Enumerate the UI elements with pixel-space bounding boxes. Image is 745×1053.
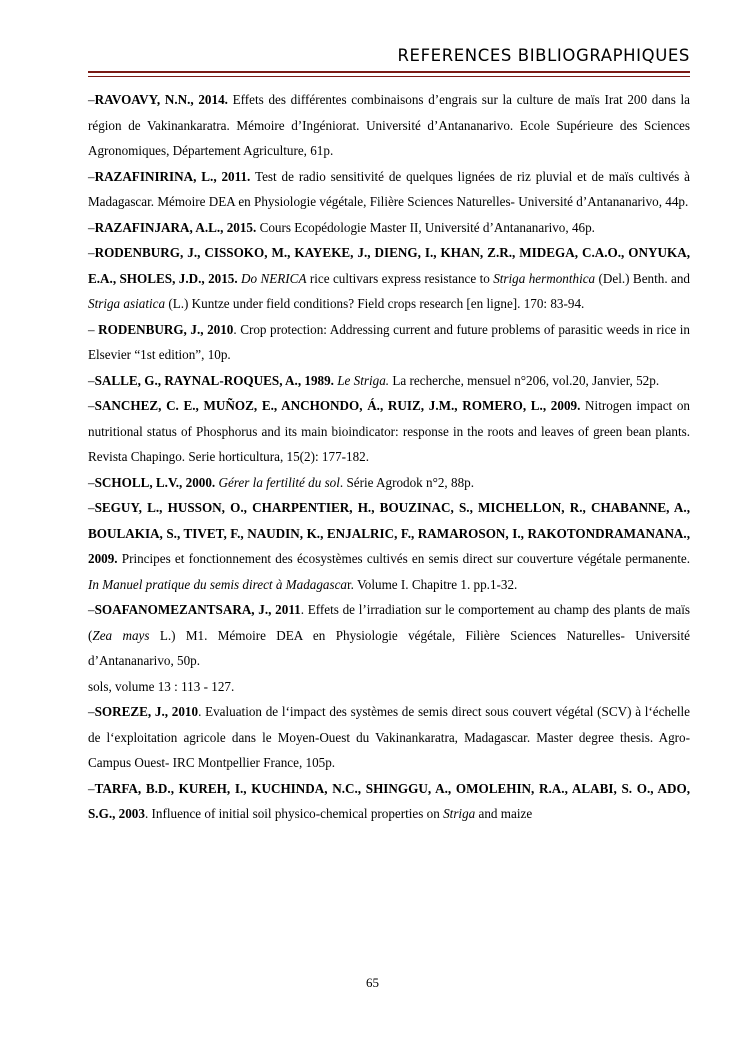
reference-rodenburg-2010: – RODENBURG, J., 2010. Crop protection: Addressing current and future problems of parasitic weeds in rice in Elsevier “1st edition”, 10p. [88,321,690,362]
page-header: REFERENCES BIBLIOGRAPHIQUES [397,46,690,65]
header-rule-thick [88,71,690,73]
reference-ravoavy: –RAVOAVY, N.N., 2014. Effets des différentes combinaisons d’engrais sur la culture de maïs Irat 200 dans la région de Vakinankaratra. Mémoire d’Ingéniorat. Université d’Antananarivo. Ecole Supérieure des Sciences Agronomiques, Département Agriculture, 61p. [88,92,691,158]
reference-salle: –SALLE, G., RAYNAL-ROQUES, A., 1989. Le Striga. La recherche, mensuel n°206, vol.20, Janvier, 52p. [88,372,660,388]
reference-razafinirina: –RAZAFINIRINA, L., 2011. Test de radio sensitivité de quelques lignées de riz pluvial et de maïs cultivés à Madagascar. Mémoire DEA en Physiologie végétale, Filière Sciences Naturelles- Université d’Antananarivo, 44p. [88,168,690,209]
reference-tarfa: –TARFA, B.D., KUREH, I., KUCHINDA, N.C., SHINGGU, A., OMOLEHIN, R.A., ALABI, S. O., ADO, S.G., 2003. Influence of initial soil physico-chemical properties on Striga and maize [88,780,690,821]
page-number: 65 [366,975,379,990]
reference-rodenburg-2015: –RODENBURG, J., CISSOKO, M., KAYEKE, J., DIENG, I., KHAN, Z.R., MIDEGA, C.A.O., ONYUKA, E.A., SHOLES, J.D., 2015. Do NERICA rice cultivars express resistance to Striga hermonthica (Del.) Benth. and Striga asiatica (L.) Kuntze under field conditions? Field crops research [en ligne]. 170: 83-94. [88,245,690,311]
stray-text-line: sols, volume 13 : 113 - 127. [88,678,235,694]
reference-soreze: –SOREZE, J., 2010. Evaluation de l‘impact des systèmes de semis direct sous couvert végétal (SCV) à l‘échelle de l‘exploitation agricole dans le Moyen-Ouest du Vakinankaratra, Madagascar. Master degree thesis. Agro-Campus Ouest- IRC Montpellier France, 105p. [88,704,690,770]
reference-razafinjara: –RAZAFINJARA, A.L., 2015. Cours Ecopédologie Master II, Université d’Antananarivo, 46p. [88,219,595,235]
reference-seguy: –SEGUY, L., HUSSON, O., CHARPENTIER, H., BOUZINAC, S., MICHELLON, R., CHABANNE, A., BOULAKIA, S., TIVET, F., NAUDIN, K., ENJALRIC, F., RAMAROSON, I., RAKOTONDRAMANANA., 2009. Principes et fonctionnement des écosystèmes cultivés en semis direct sur couverture végétale permanente. In Manuel pratique du semis direct à Madagascar. Volume I. Chapitre 1. pp.1-32. [88,500,690,592]
header-rule-thin [88,76,690,77]
reference-soafanomezantsara: –SOAFANOMEZANTSARA, J., 2011. Effets de l’irradiation sur le comportement au champ des plants de maïs (Zea mays L.) M1. Mémoire DEA en Physiologie végétale, Filière Sciences Naturelles- Université d’Antananarivo, 50p. [88,602,690,668]
reference-list [88,87,690,827]
reference-scholl: –SCHOLL, L.V., 2000. Gérer la fertilité du sol. Série Agrodok n°2, 88p. [88,474,475,490]
reference-sanchez: –SANCHEZ, C. E., MUÑOZ, E., ANCHONDO, Á., RUIZ, J.M., ROMERO, L., 2009. Nitrogen impact on nutritional status of Phosphorus and its main bioindicator: response in the roots and leaves of green bean plants. Revista Chapingo. Serie horticultura, 15(2): 177-182. [88,398,691,464]
